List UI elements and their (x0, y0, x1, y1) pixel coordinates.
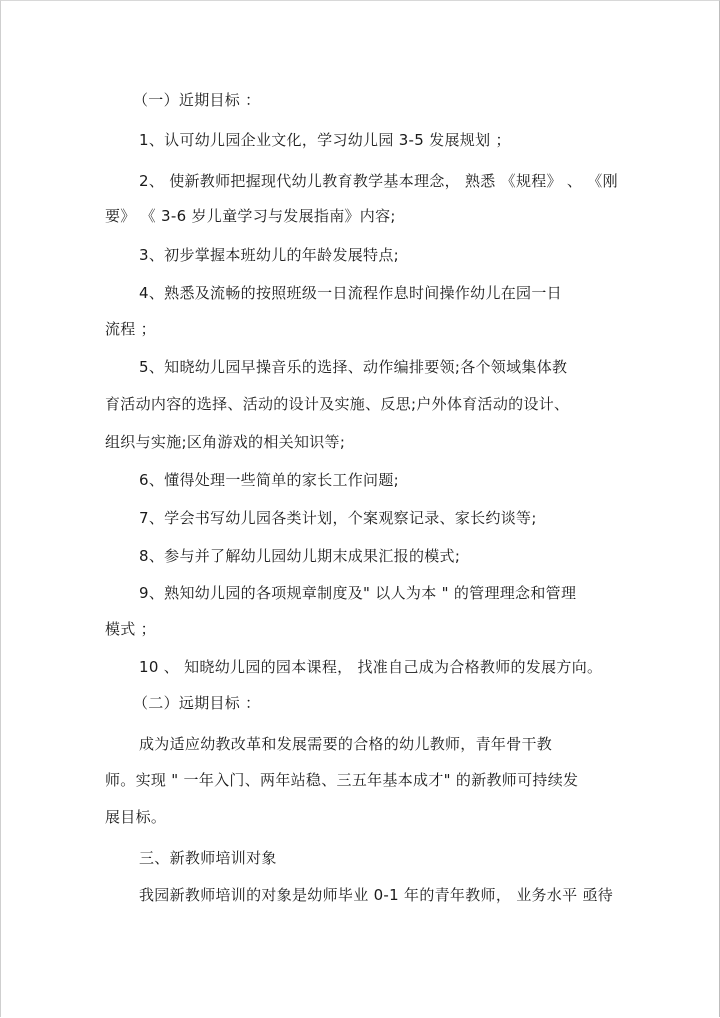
long-term-goal-cont-1: 师。实现 " 一年入门、两年站稳、三五年基本成才" 的新教师可持续发 (105, 771, 579, 789)
heading-long-term-goals: （二）远期目标 ： (133, 694, 261, 712)
training-target-text: 我园新教师培训的对象是幼师毕业 0-1 年的青年教师， 业务水平 亟待 (139, 886, 614, 904)
goal-item-3: 3、初步掌握本班幼儿的年龄发展特点; (139, 246, 399, 264)
goal-item-8: 8、参与并了解幼儿园幼儿期末成果汇报的模式; (139, 547, 461, 565)
goal-item-4: 4、熟悉及流畅的按照班级一日流程作息时间操作幼儿在园一日 (139, 284, 562, 302)
goal-item-5-cont-2: 组织与实施;区角游戏的相关知识等; (105, 433, 346, 451)
goal-item-2: 2、 使新教师把握现代幼儿教育教学基本理念， 熟悉 《规程》 、 《刚 (139, 172, 618, 190)
goal-item-9-cont: 模式 ； (105, 620, 156, 638)
goal-item-10: 10 、 知晓幼儿园的园本课程， 找准自己成为合格教师的发展方向。 (139, 658, 603, 676)
goal-item-7: 7、学会书写幼儿园各类计划，个案观察记录、家长约谈等; (139, 509, 537, 527)
long-term-goal-cont-2: 展目标。 (105, 808, 167, 826)
goal-item-1: 1、认可幼儿园企业文化，学习幼儿园 3-5 发展规划 ； (139, 131, 511, 149)
goal-item-4-cont: 流程 ； (105, 320, 156, 338)
long-term-goal-text: 成为适应幼教改革和发展需要的合格的幼儿教师，青年骨干教 (139, 735, 553, 753)
goal-item-9: 9、熟知幼儿园的各项规章制度及" 以人为本 " 的管理理念和管理 (139, 584, 577, 602)
heading-training-target: 三、新教师培训对象 (139, 849, 277, 867)
goal-item-5: 5、知晓幼儿园早操音乐的选择、动作编排要领;各个领域集体教 (139, 358, 568, 376)
goal-item-2-cont: 要》 《 3-6 岁儿童学习与发展指南》内容; (105, 207, 396, 225)
heading-short-term-goals: （一）近期目标 ： (133, 91, 261, 109)
goal-item-5-cont-1: 育活动内容的选择、活动的设计及实施、反思;户外体育活动的设计、 (105, 395, 570, 413)
goal-item-6: 6、懂得处理一些简单的家长工作问题; (139, 471, 399, 489)
